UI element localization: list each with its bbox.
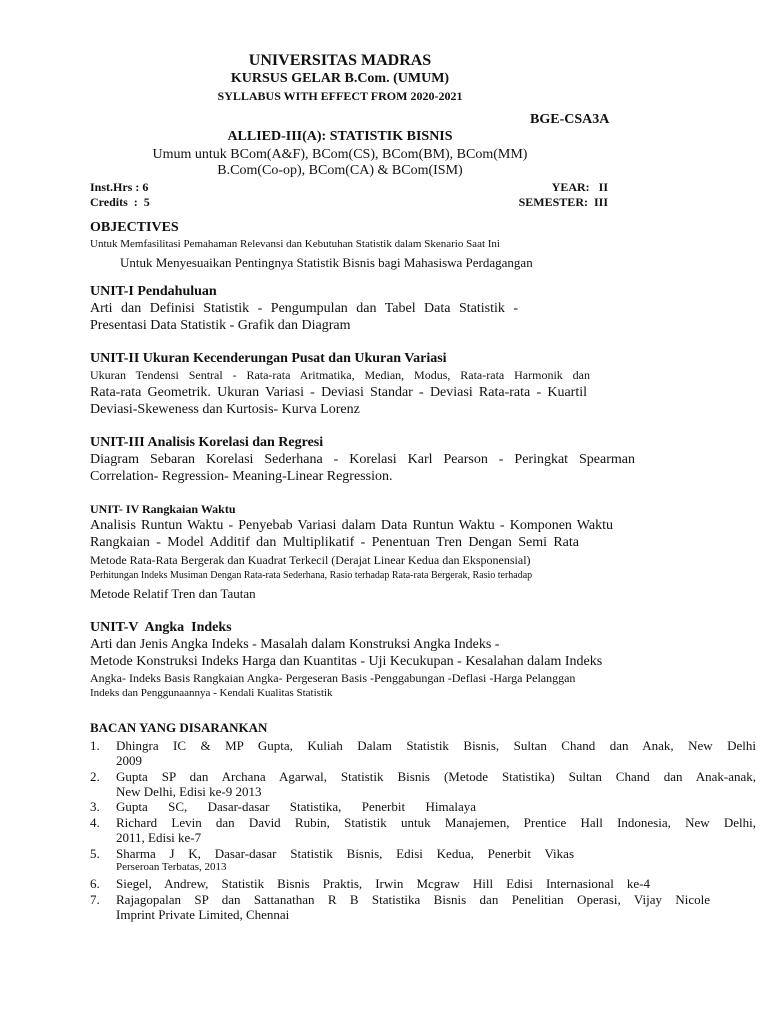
- objective-line-2: [120, 255, 533, 271]
- unit-2-line-2: Rata-rata Geometrik. Ukuran Variasi - Deviasi Standar - Deviasi Rata-rata - Kuartil: [90, 385, 587, 400]
- unit-3-line-2: Correlation- Regression- Meaning-Linear Regression.: [90, 469, 393, 484]
- reading-line-1: Richard Levin dan David Rubin, Statistik untuk Manajemen, Prentice Hall Indonesia, New Delhi,: [116, 815, 756, 830]
- reading-number: 4.: [90, 815, 100, 830]
- unit-1-heading: UNIT-I Pendahuluan: [90, 284, 217, 299]
- unit-4-heading: UNIT- IV Rangkaian Waktu: [90, 502, 236, 516]
- reading-number: 5.: [90, 846, 100, 861]
- reading-line-1: Dhingra IC & MP Gupta, Kuliah Dalam Statistik Bisnis, Sultan Chand dan Anak, New Delhi: [116, 738, 756, 753]
- reading-line-2: 2009: [116, 753, 142, 768]
- reading-number: 3.: [90, 799, 100, 814]
- unit-4-line-5: Metode Relatif Tren dan Tautan: [90, 586, 256, 601]
- unit-2-line-3: Deviasi-Skeweness dan Kurtosis- Kurva Lorenz: [90, 402, 360, 417]
- reading-number: 7.: [90, 892, 100, 907]
- unit-3-heading: UNIT-III Analisis Korelasi dan Regresi: [90, 435, 324, 450]
- unit-4-line-3: Metode Rata-Rata Bergerak dan Kuadrat Terkecil (Derajat Linear Kedua dan Eksponensial): [90, 553, 531, 567]
- reading-number: 1.: [90, 738, 100, 753]
- reading-number: 6.: [90, 876, 100, 891]
- unit-2-line-1: Ukuran Tendensi Sentral - Rata-rata Aritmatika, Median, Modus, Rata-rata Harmonik dan: [90, 368, 590, 382]
- unit-5-line-4: Indeks dan Penggunaannya - Kendali Kualitas Statistik: [90, 687, 333, 699]
- reading-line-1: Sharma J K, Dasar-dasar Statistik Bisnis, Edisi Kedua, Penerbit Vikas: [116, 846, 574, 861]
- course-title: KURSUS GELAR B.Com. (UMUM): [230, 71, 450, 86]
- reading-line-2: New Delhi, Edisi ke-9 2013: [116, 784, 262, 799]
- inst-hours: Inst.Hrs : 6: [90, 180, 149, 194]
- unit-1-line-1: Arti dan Definisi Statistik - Pengumpulan dan Tabel Data Statistik -: [90, 301, 518, 316]
- unit-2-heading: UNIT-II Ukuran Kecenderungan Pusat dan Ukuran Variasi: [90, 351, 447, 366]
- reading-line-1: Siegel, Andrew, Statistik Bisnis Praktis, Irwin Mcgraw Hill Edisi Internasional ke-4: [116, 876, 650, 891]
- reading-line-1: Gupta SP dan Archana Agarwal, Statistik Bisnis (Metode Statistika) Sultan Chand dan Anak-anak,: [116, 769, 756, 784]
- unit-5-line-1: Arti dan Jenis Angka Indeks - Masalah dalam Konstruksi Angka Indeks -: [90, 637, 500, 652]
- syllabus-effective-line: SYLLABUS WITH EFFECT FROM 2020-2021: [217, 89, 463, 103]
- semester: SEMESTER: III: [518, 195, 608, 209]
- unit-5-heading: UNIT-V Angka Indeks: [90, 620, 232, 635]
- unit-3-line-1: Diagram Sebaran Korelasi Sederhana - Korelasi Karl Pearson - Peringkat Spearman: [90, 452, 635, 467]
- credits: Credits : 5: [90, 195, 150, 209]
- unit-5-line-3: Angka- Indeks Basis Rangkaian Angka- Pergeseran Basis -Penggabungan -Deflasi -Harga Pelanggan: [90, 671, 576, 685]
- common-for-line-2: B.Com(Co-op), BCom(CA) & BCom(ISM): [217, 163, 463, 178]
- reading-line-2: Perseroan Terbatas, 2013: [116, 861, 227, 873]
- unit-4-line-1: Analisis Runtun Waktu - Penyebab Variasi dalam Data Runtun Waktu - Komponen Waktu: [90, 518, 613, 533]
- unit-1-line-2: Presentasi Data Statistik - Grafik dan Diagram: [90, 318, 351, 333]
- reading-line-1: Rajagopalan SP dan Sattanathan R B Statistika Bisnis dan Penelitian Operasi, Vijay Nicole: [116, 892, 710, 907]
- reading-line-1: Gupta SC, Dasar-dasar Statistika, Penerbit Himalaya: [116, 799, 476, 814]
- unit-4-line-2: Rangkaian - Model Additif dan Multiplikatif - Penentuan Tren Dengan Semi Rata: [90, 535, 579, 550]
- common-for-line-1: Umum untuk BCom(A&F), BCom(CS), BCom(BM), BCom(MM): [152, 147, 528, 162]
- university-title: UNIVERSITAS MADRAS: [248, 52, 432, 69]
- objectives-heading: OBJECTIVES: [90, 220, 179, 235]
- reading-number: 2.: [90, 769, 100, 784]
- course-code: BGE-CSA3A: [530, 112, 610, 127]
- unit-4-line-4: Perhitungan Indeks Musiman Dengan Rata-rata Sederhana, Rasio terhadap Rata-rata Bergerak, Rasio terhadap: [90, 570, 533, 581]
- objective-line-2-text: Untuk Menyesuaikan Pentingnya Statistik Bisnis bagi Mahasiswa Perdagangan: [120, 255, 533, 270]
- unit-5-line-2: Metode Konstruksi Indeks Harga dan Kuantitas - Uji Kecukupan - Kesalahan dalam Indeks: [90, 654, 603, 669]
- objective-line-1: Untuk Memfasilitasi Pemahaman Relevansi dan Kebutuhan Statistik dalam Skenario Saat Ini: [90, 238, 500, 250]
- year: YEAR: II: [551, 180, 608, 194]
- subject-title: ALLIED-III(A): STATISTIK BISNIS: [227, 129, 453, 144]
- reading-line-2: 2011, Edisi ke-7: [116, 830, 202, 845]
- reading-line-2: Imprint Private Limited, Chennai: [116, 907, 290, 922]
- readings-heading: BACAN YANG DISARANKAN: [90, 720, 268, 735]
